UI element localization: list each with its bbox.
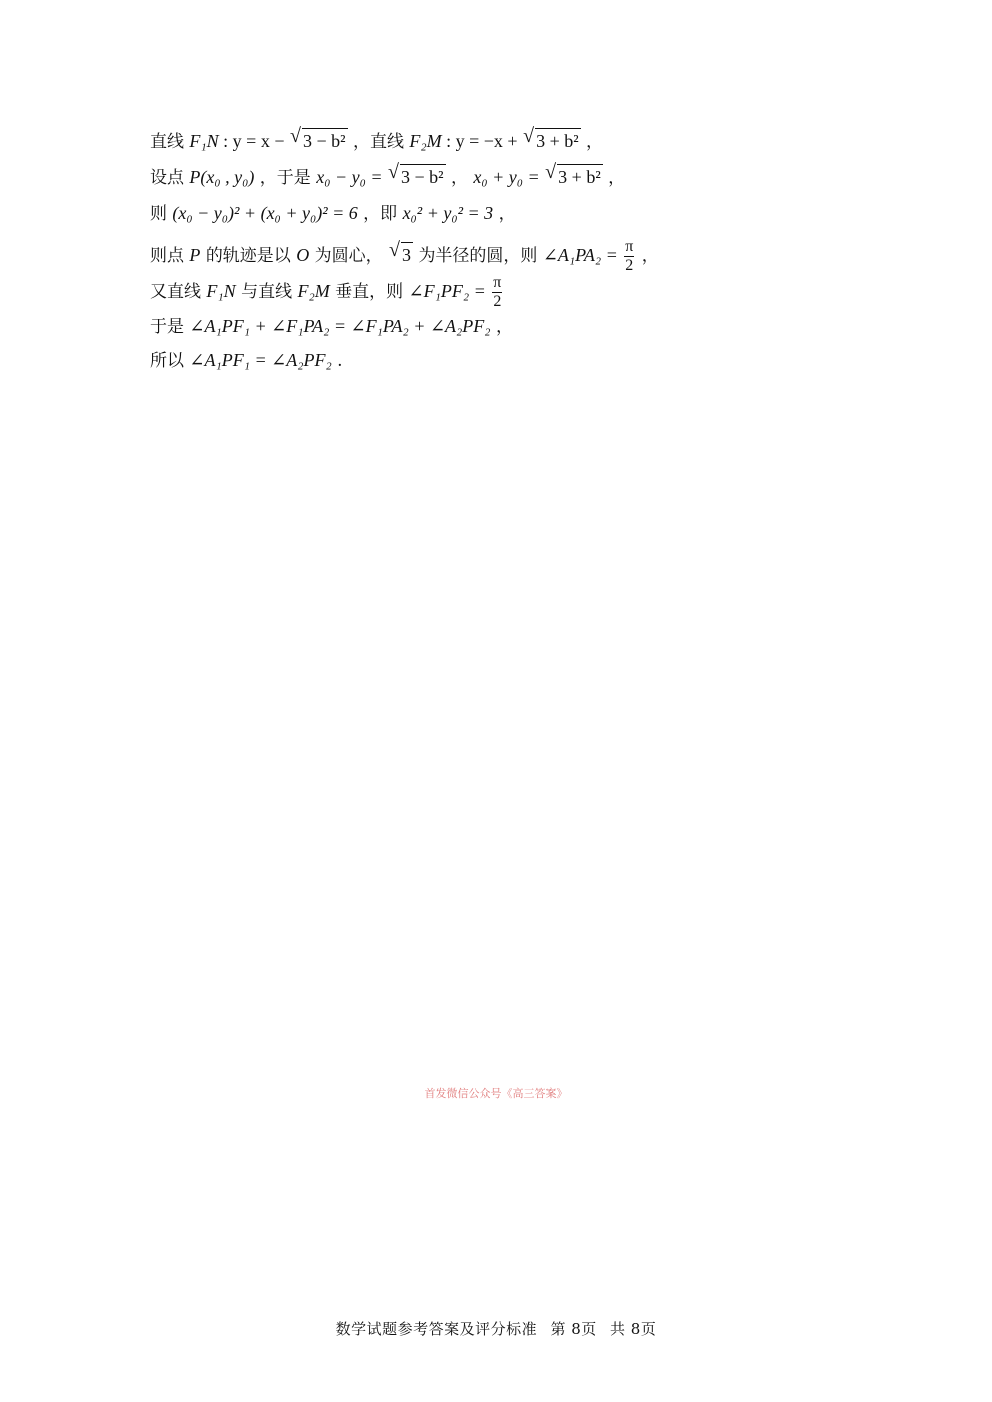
point-p: P bbox=[189, 245, 201, 265]
text: . bbox=[337, 351, 343, 371]
text: 与直线 bbox=[241, 282, 298, 302]
footer-page-number: 第 8页 bbox=[550, 1320, 597, 1338]
solution-line-4 bbox=[150, 238, 659, 275]
sqrt-expression bbox=[291, 128, 348, 152]
sqrt-expression bbox=[390, 242, 413, 266]
text: ， bbox=[495, 317, 513, 337]
text: 则 bbox=[150, 204, 173, 224]
page-footer bbox=[0, 1318, 992, 1339]
equation-part: : y = x − bbox=[218, 131, 289, 151]
sqrt-expression bbox=[389, 164, 446, 188]
fraction bbox=[624, 238, 634, 275]
watermark: 首发微信公众号《高三答案》 bbox=[424, 1087, 568, 1100]
text: 为半径的圆，则 bbox=[418, 246, 543, 266]
solution-line-5 bbox=[150, 274, 504, 311]
fraction bbox=[492, 274, 502, 311]
text: 又直线 bbox=[150, 282, 207, 302]
radicand: 3 − b² bbox=[400, 164, 446, 188]
radicand: 3 + b² bbox=[535, 128, 581, 152]
text: ，直线 bbox=[352, 132, 410, 152]
sqrt-expression bbox=[546, 164, 603, 188]
text: ， bbox=[641, 246, 659, 266]
text: ， bbox=[450, 168, 474, 188]
text: ， bbox=[586, 132, 604, 152]
text: 的轨迹是以 bbox=[205, 246, 297, 266]
footer-total-pages: 共 8页 bbox=[610, 1320, 657, 1338]
angle-equation: ∠A₁PF₁ = ∠A₂PF₂ bbox=[189, 350, 332, 370]
line-f2m-label: F₂M bbox=[409, 131, 442, 151]
solution-line-2 bbox=[150, 164, 625, 189]
text: ，即 bbox=[363, 204, 403, 224]
text: 于是 bbox=[150, 317, 190, 337]
line-f1n-label: F₁N bbox=[189, 131, 219, 151]
footer-title: 数学试题参考答案及评分标准 bbox=[335, 1320, 538, 1338]
text: ，于是 bbox=[259, 168, 317, 188]
text: 设点 bbox=[150, 168, 190, 188]
text: 垂直，则 bbox=[335, 282, 409, 302]
equation: x₀² + y₀² = 3 bbox=[402, 203, 494, 223]
line-f2m-label: F₂M bbox=[297, 281, 330, 301]
denominator: 2 bbox=[625, 257, 634, 274]
equation-part: x₀ + y₀ = bbox=[473, 167, 545, 187]
equation: (x₀ − y₀)² + (x₀ + y₀)² = 6 bbox=[172, 203, 358, 223]
text: 直线 bbox=[150, 132, 190, 152]
angle-equation: ∠A₁PF₁ + ∠F₁PA₂ = ∠F₁PA₂ + ∠A₂PF₂ bbox=[189, 316, 491, 336]
radicand: 3 bbox=[401, 242, 413, 266]
solution-line-7 bbox=[150, 349, 343, 372]
point-p: P(x₀ , y₀) bbox=[189, 167, 255, 187]
line-f1n-label: F₁N bbox=[206, 281, 236, 301]
numerator: π bbox=[493, 274, 502, 291]
equation-part: x₀ − y₀ = bbox=[316, 167, 387, 187]
text: 为圆心， bbox=[314, 246, 389, 266]
radicand: 3 + b² bbox=[557, 164, 603, 188]
equation-part: : y = −x + bbox=[441, 131, 523, 151]
radicand: 3 − b² bbox=[302, 128, 348, 152]
sqrt-expression bbox=[524, 128, 581, 152]
angle-expression: ∠A₁PA₂ = bbox=[542, 245, 623, 265]
text: 所以 bbox=[150, 351, 190, 371]
solution-line-1 bbox=[150, 128, 603, 153]
numerator: π bbox=[625, 238, 634, 255]
denominator: 2 bbox=[493, 293, 502, 310]
text: 则点 bbox=[150, 246, 190, 266]
solution-line-6 bbox=[150, 315, 513, 338]
text: ， bbox=[498, 204, 516, 224]
solution-line-3 bbox=[150, 202, 516, 225]
point-o: O bbox=[296, 245, 310, 265]
text: ， bbox=[608, 168, 626, 188]
angle-expression: ∠F₁PF₂ = bbox=[408, 281, 491, 301]
